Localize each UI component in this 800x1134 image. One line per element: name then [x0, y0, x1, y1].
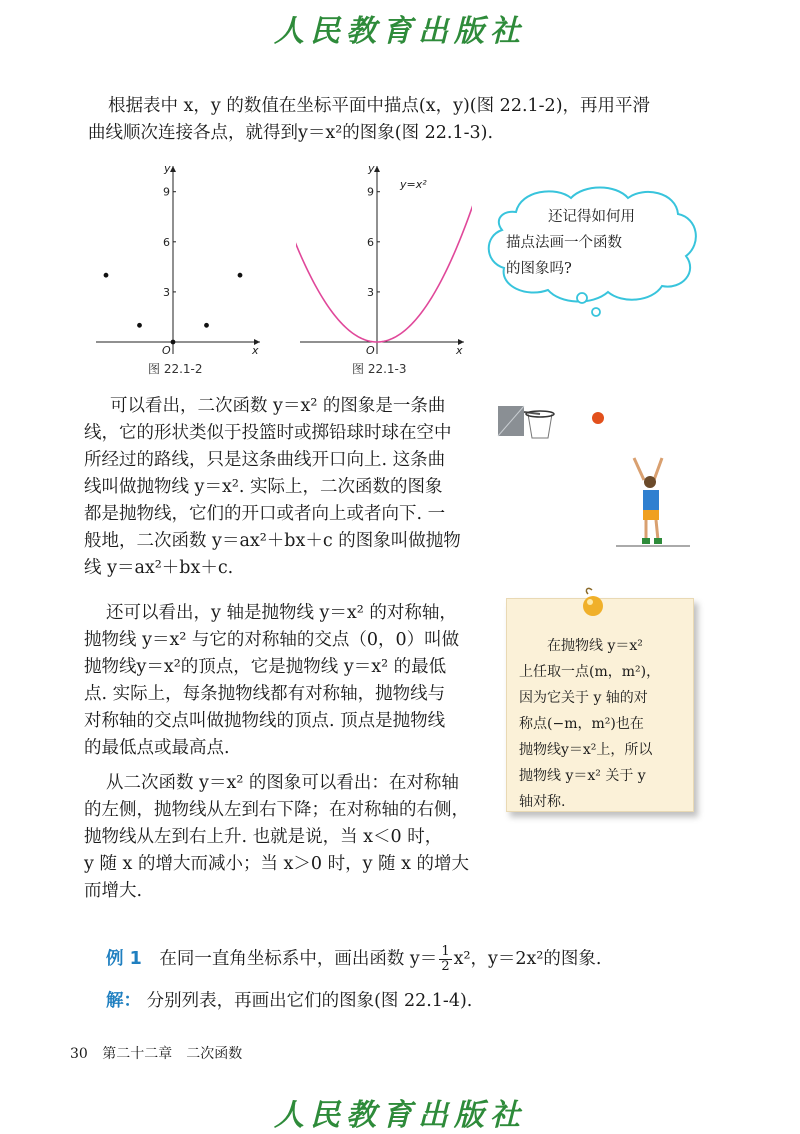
player-shirt — [643, 490, 659, 512]
example-text-after: x²，y＝2x²的图象. — [453, 949, 602, 969]
para2-line: 还可以看出，y 轴是抛物线 y＝x² 的对称轴， — [106, 603, 457, 623]
note-line: 因为它关于 y 轴的对 — [519, 690, 648, 706]
data-point — [171, 340, 176, 345]
figure-22-1-2 — [92, 160, 268, 356]
x-axis-label: x — [456, 344, 463, 356]
y-axis-label: y — [368, 162, 375, 175]
player-head — [644, 476, 656, 488]
x-tick-label — [472, 345, 473, 356]
intro-line-1: 根据表中 x，y 的数值在坐标平面中描点(x，y)(图 22.1-2)，再用平滑 — [108, 96, 651, 116]
page-number: 30 — [70, 1046, 88, 1062]
solution-text: 分别列表，再画出它们的图象(图 22.1-4). — [146, 991, 473, 1011]
para1-line: 可以看出，二次函数 y＝x² 的图象是一条曲 — [110, 396, 446, 416]
note-text — [519, 633, 660, 815]
para3-line: 从二次函数 y＝x² 的图象可以看出：在对称轴 — [106, 773, 459, 793]
solution-label: 解： — [106, 991, 141, 1011]
note-line: 在抛物线 y＝x² — [547, 638, 643, 654]
parabola-curve — [296, 176, 472, 342]
example-text-before: 在同一直角坐标系中，画出函数 y＝ — [159, 949, 438, 969]
y-tick-label: 3 — [367, 285, 374, 299]
cloud-line-1: 还记得如何用 — [548, 209, 635, 225]
para2-line: 对称轴的交点叫做抛物线的顶点. 顶点是抛物线 — [84, 711, 446, 731]
para3-line: 而增大. — [84, 881, 143, 901]
para1-line: 所经过的路线，只是这条曲线开口向上. 这条曲 — [84, 450, 446, 470]
x-axis-label: x — [252, 344, 259, 356]
data-point — [204, 323, 209, 328]
para2-line: 的最低点或最高点. — [84, 738, 230, 758]
player-shorts — [643, 510, 659, 520]
origin-label: O — [162, 344, 171, 356]
y-axis-label: y — [164, 162, 171, 175]
curve-label: y=x² — [400, 178, 427, 191]
note-line: 轴对称. — [519, 794, 566, 810]
page-footer — [70, 1043, 242, 1063]
data-point — [104, 273, 109, 278]
figure-22-1-3 — [296, 160, 472, 356]
example-1 — [106, 945, 601, 974]
para1-line: 线，它的形状类似于投篮时或掷铅球时球在空中 — [84, 423, 452, 443]
note-line: 抛物线 y＝x² 关于 y — [519, 768, 646, 784]
y-tick-label: 9 — [367, 185, 374, 199]
para1-line: 线叫做抛物线 y＝x². 实际上，二次函数的图象 — [84, 477, 443, 497]
example-label: 例 1 — [106, 949, 142, 969]
header-brand: 人民教育出版社 — [274, 14, 526, 49]
paragraph-parabola — [84, 393, 461, 582]
note-line: 上任取一点(m，m²)， — [519, 664, 661, 680]
paragraph-monotonicity — [84, 770, 469, 905]
cloud-line-2: 描点法画一个函数 — [506, 235, 622, 251]
para1-line: 都是抛物线，它们的开口或者向上或者向下. 一 — [84, 504, 446, 524]
para2-line: 抛物线y＝x²的顶点，它是抛物线 y＝x² 的最低 — [84, 657, 447, 677]
data-point — [137, 323, 142, 328]
figure-caption-1: 图 22.1-2 — [148, 362, 203, 376]
intro-paragraph — [88, 93, 651, 147]
origin-label: O — [366, 344, 375, 356]
x-tick-label — [268, 345, 269, 356]
side-note-card — [506, 598, 694, 812]
y-tick-label: 6 — [163, 235, 170, 249]
para3-line: 抛物线从左到右上升. 也就是说，当 x＜0 时， — [84, 827, 443, 847]
para2-line: 抛物线 y＝x² 与它的对称轴的交点（0，0）叫做 — [84, 630, 460, 650]
basketball-illustration — [494, 398, 694, 558]
fraction-half: $\frac{1}{2}$ — [441, 944, 450, 974]
intro-line-2: 曲线顺次连接各点，就得到y＝x²的图象(图 22.1-3). — [88, 123, 494, 143]
para1-line: 线 y＝ax²＋bx＋c. — [84, 558, 234, 578]
cloud-line-3: 的图象吗? — [506, 261, 572, 277]
pin-icon — [578, 586, 608, 620]
para1-line: 般地，二次函数 y＝ax²＋bx＋c 的图象叫做抛物 — [84, 531, 461, 551]
y-tick-label: 9 — [163, 185, 170, 199]
note-line: 抛物线y＝x²上，所以 — [519, 742, 653, 758]
note-line: 称点(−m，m²)也在 — [519, 716, 644, 732]
solution — [106, 988, 472, 1015]
figure-caption-2: 图 22.1-3 — [352, 362, 407, 376]
data-point — [238, 273, 243, 278]
para3-line: 的左侧，抛物线从左到右下降；在对称轴的右侧， — [84, 800, 469, 820]
chapter-title: 第二十二章 二次函数 — [102, 1046, 243, 1062]
paragraph-symmetry — [84, 600, 459, 762]
y-tick-label: 6 — [367, 235, 374, 249]
footer-brand: 人民教育出版社 — [274, 1098, 526, 1133]
para3-line: y 随 x 的增大而减小；当 x＞0 时，y 随 x 的增大 — [84, 854, 470, 874]
para2-line: 点. 实际上，每条抛物线都有对称轴，抛物线与 — [84, 684, 446, 704]
y-tick-label: 3 — [163, 285, 170, 299]
ball-icon — [592, 412, 604, 424]
